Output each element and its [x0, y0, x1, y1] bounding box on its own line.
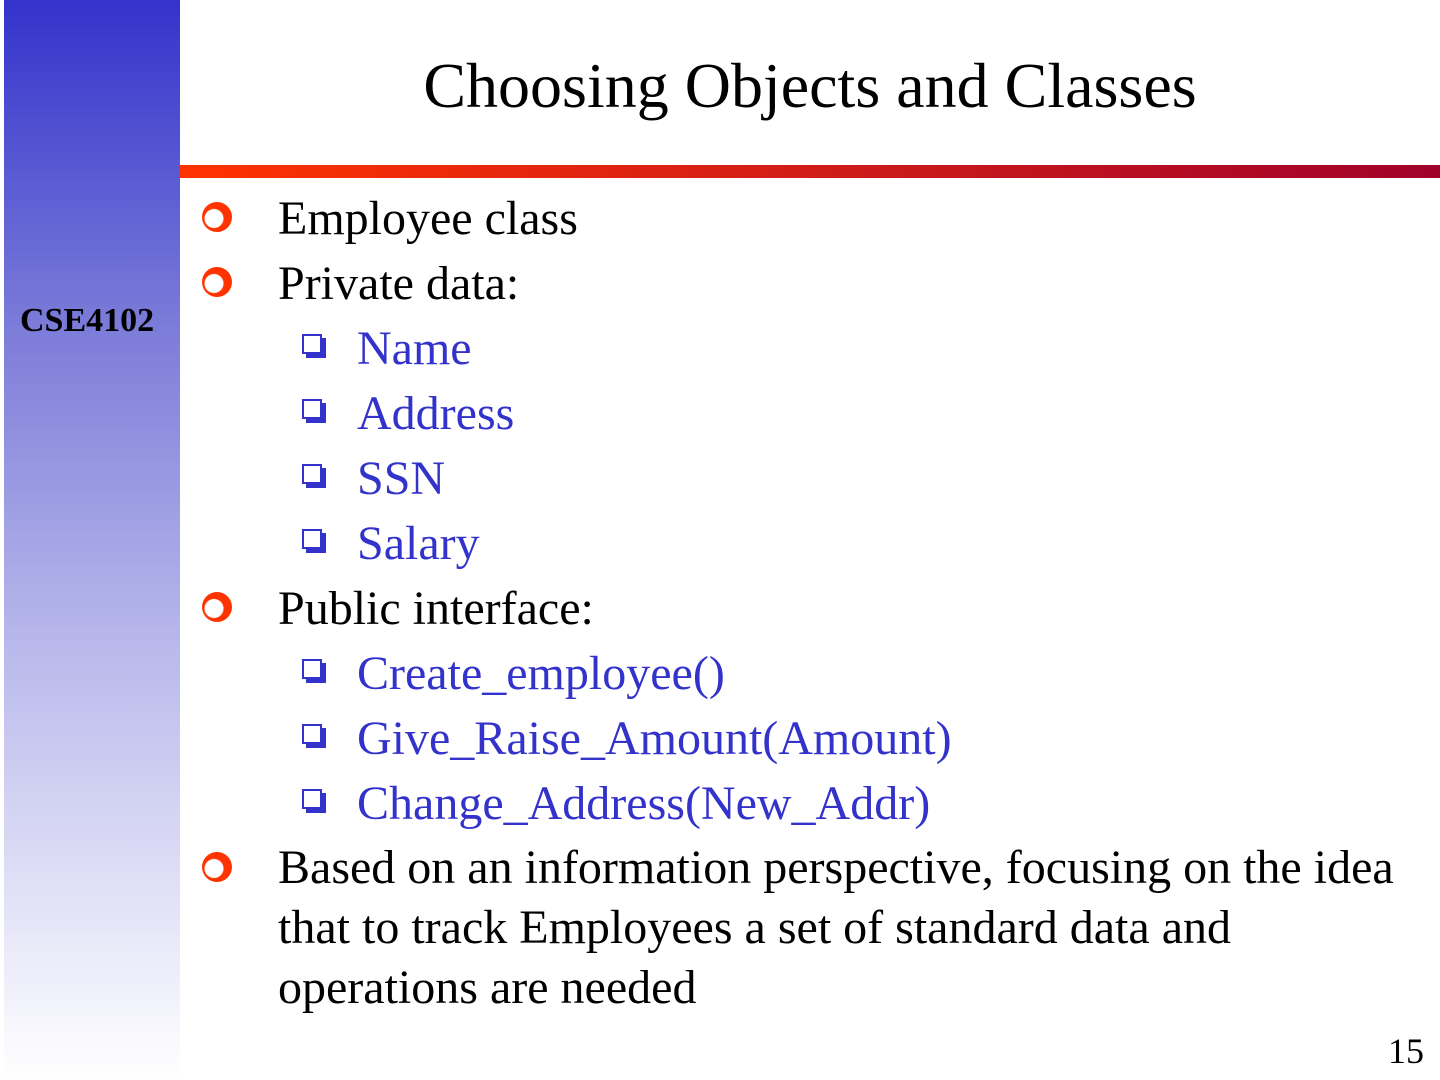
circle-bullet-icon: [202, 202, 232, 232]
slide-title: Choosing Objects and Classes: [423, 50, 1197, 121]
title-underline-rule: [180, 165, 1440, 178]
square-bullet-icon: [302, 659, 322, 679]
bullet-item: [196, 188, 1426, 249]
bullet-list: [196, 188, 1426, 1022]
sub-bullet-text: Salary: [357, 517, 480, 570]
sub-bullet-text: Change_Address(New_Addr): [357, 777, 931, 830]
bullet-item: [196, 838, 1426, 1018]
sub-bullet-text: Create_employee(): [357, 647, 725, 700]
sub-bullet-item: [196, 318, 1426, 379]
circle-bullet-icon: [202, 852, 232, 882]
circle-bullet-icon: [202, 267, 232, 297]
sub-bullet-text: Name: [357, 322, 472, 375]
square-bullet-icon: [302, 724, 322, 744]
sub-bullet-text: SSN: [357, 452, 446, 505]
page-number: 15: [1388, 1031, 1424, 1071]
square-bullet-icon: [302, 334, 322, 354]
bullet-text: Based on an information perspective, focusing on the idea that to track Employees a set of standard data and operations are needed: [278, 841, 1394, 1014]
sub-bullet-text: Give_Raise_Amount(Amount): [357, 712, 952, 765]
sub-bullet-item: [196, 383, 1426, 444]
sub-bullet-item: [196, 513, 1426, 574]
circle-bullet-icon: [202, 592, 232, 622]
sub-bullet-item: [196, 448, 1426, 509]
sub-bullet-item: [196, 643, 1426, 704]
course-code-label: CSE4102: [20, 302, 155, 339]
bullet-text: Public interface:: [278, 582, 594, 635]
sub-bullet-item: [196, 773, 1426, 834]
bullet-text: Private data:: [278, 257, 520, 310]
sidebar-gradient: [4, 0, 180, 1080]
square-bullet-icon: [302, 529, 322, 549]
square-bullet-icon: [302, 789, 322, 809]
bullet-item: [196, 578, 1426, 639]
sub-bullet-text: Address: [357, 387, 515, 440]
square-bullet-icon: [302, 399, 322, 419]
sub-bullet-item: [196, 708, 1426, 769]
bullet-item: [196, 253, 1426, 314]
square-bullet-icon: [302, 464, 322, 484]
bullet-text: Employee class: [278, 192, 578, 245]
